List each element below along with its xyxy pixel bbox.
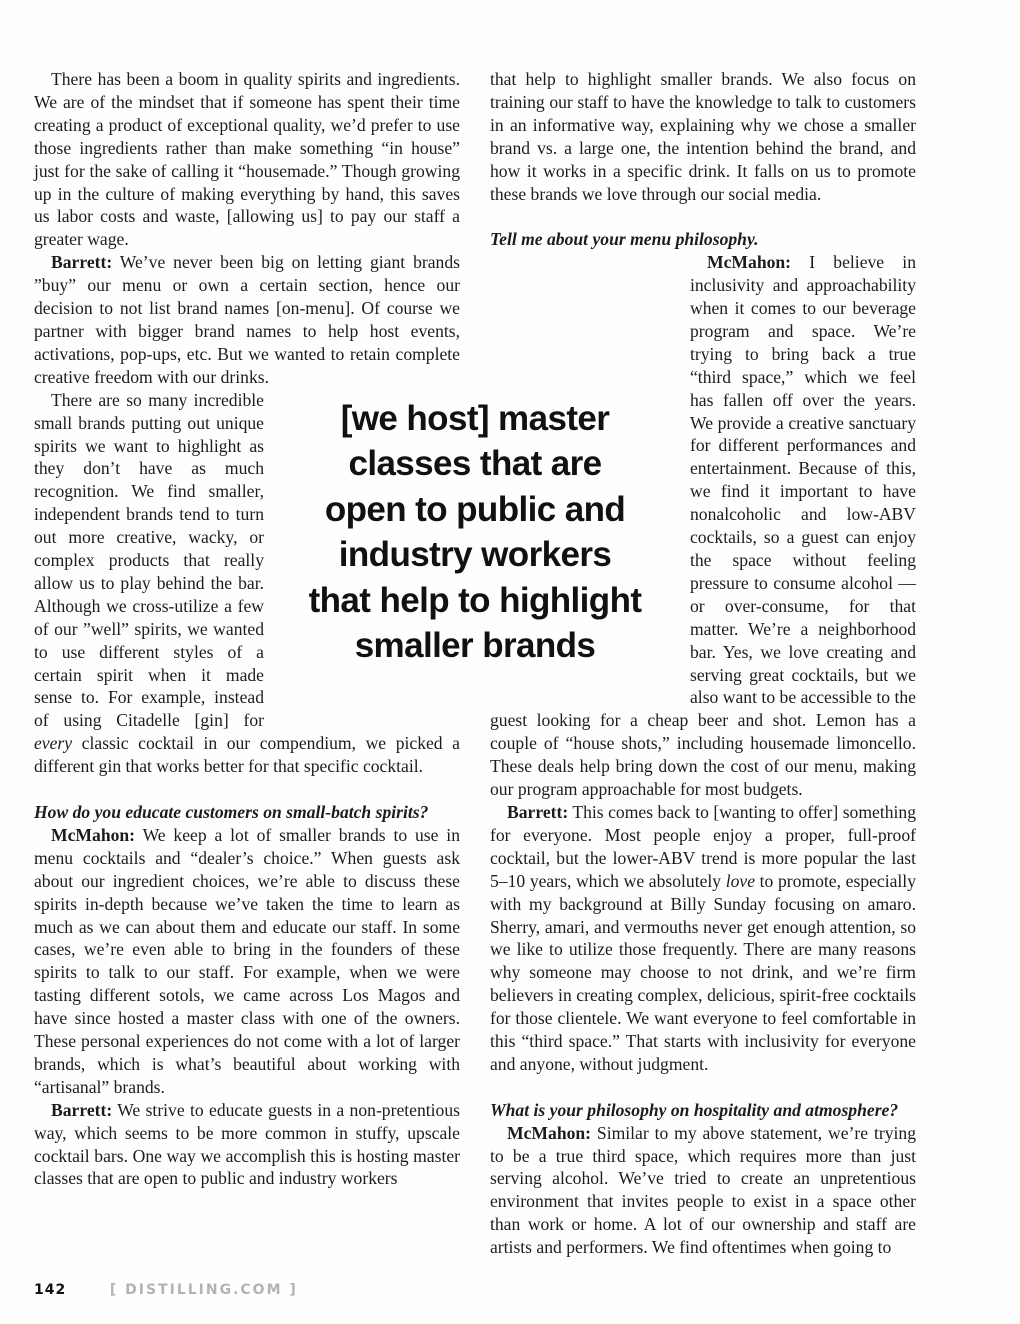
paragraph-text: We keep a lot of smaller brands to use in menu cocktails and “dealer’s choice.” When guests ask about our ingredient choices, we’re able to discuss these spirits in-depth because we’ve taken the time to learn as much as we can about them and educate our staff. In some cases, we’re even able to bring in the founders of these spirits to talk to our staff. For example, when we were tasting different sotols, we came across Los Magos and have since hosted a master class with one of the owners. These personal experiences do not come with a lot of larger brands, which is what’s beautiful about working with “artisanal” brands. bbox=[34, 824, 460, 1097]
speaker-name: Barrett: bbox=[51, 1099, 113, 1120]
paragraph bbox=[490, 1122, 916, 1259]
paragraph-text: There are so many incredible small brands putting out unique spirits we want to highlight as they don’t have as much recognition. We find smaller, independent brands tend to turn out more creative, wacky, or complex products that really allow us to play behind the bar. Although we cross-utilize a few of our ”well” spirits, we wanted to use different styles of a certain spirit when it made sense to. For example, instead of using Citadelle [gin] for bbox=[34, 389, 264, 731]
page-footer bbox=[34, 1282, 298, 1298]
pull-quote-line: open to public and bbox=[324, 489, 626, 529]
paragraph bbox=[490, 801, 916, 1076]
speaker-name: Barrett: bbox=[507, 801, 569, 822]
site-label: [ DISTILLING.COM ] bbox=[109, 1282, 298, 1298]
pull-quote bbox=[290, 396, 660, 668]
pull-quote-line: [we host] master bbox=[340, 399, 610, 438]
pull-quote-line: smaller brands bbox=[354, 626, 596, 666]
paragraph-text: We’ve never been big on letting giant brands ”buy” our menu or own a certain section, hence our decision to not list brand names [on-menu]. Of course we partner with bigger brand names to help host events, activations, pop-ups, etc. But we wanted to retain complete creative freedom with our drinks. bbox=[34, 252, 460, 387]
paragraph: that help to highlight smaller brands. We also focus on training our staff to have the knowledge to talk to customers in an informative way, explaining why we chose a smaller brand vs. a large one, the intention behind the brand, and how it works in a specific drink. It falls on us to promote these brands we love through our social media. bbox=[490, 69, 916, 204]
paragraph: There has been a boom in quality spirits and ingredients. We are of the mindset that if someone has spent their time creating a product of exceptional quality, we’d prefer to use those ingredients rather than make something “in house” just for the sake of calling it “housemade.” Though growing up in the culture of making everything by hand, this saves us labor costs and waste, [allowing us] to pay our staff a greater wage. bbox=[34, 69, 460, 250]
speaker-name: McMahon: bbox=[707, 252, 792, 273]
speaker-name: McMahon: bbox=[51, 824, 136, 845]
page-number: 142 bbox=[34, 1282, 67, 1298]
emphasis: every bbox=[34, 733, 73, 754]
speaker-name: Barrett: bbox=[51, 252, 113, 273]
speaker-name: McMahon: bbox=[507, 1122, 592, 1143]
emphasis: love bbox=[725, 870, 756, 891]
paragraph-text: I believe in inclusivity and approachability when it comes to our beverage program and space. We’re trying to bring back a true “third space,” which we feel has fallen off over the years. We provide a creative sanctuary for different performances and entertainment. Because of this, we find it important to have nonalcoholic and low-ABV cocktails, so a guest can enjoy the space without feeling pressure to consume alcohol — or over-consume, for that matter. We’re a neighborhood bar. Yes, we love creating and serving great cocktails, but we also want to be accessible to the guest looking for a cheap beer and shot. Lemon has a couple of “house shots,” including housemade limoncello. These deals help bring down the cost of our menu, making our program approachable for most budgets. bbox=[490, 252, 916, 800]
paragraph-text: to promote, especially with my background at Billy Sunday focusing on amaro. Sherry, amari, and vermouths never get enough attention, so we like to utilize those frequently. There are many reasons why someone may choose to not drink, and we’re firm believers in creating complex, delicious, spirit-free cocktails for those clientele. We want everyone to feel comfortable in this “third space.” That starts with inclusivity for everyone and anyone, without judgment. bbox=[490, 870, 916, 1074]
paragraph bbox=[34, 824, 460, 1099]
paragraph-text: We strive to educate guests in a non-pretentious way, which seems to be more common in stuffy, upscale cocktail bars. One way we accomplish this is hosting master classes that are open to public and industry workers bbox=[34, 1099, 460, 1189]
pull-quote-line: industry workers bbox=[338, 535, 612, 575]
pull-quote-line: classes that are bbox=[348, 444, 602, 484]
interview-question: What is your philosophy on hospitality and atmosphere? bbox=[490, 1099, 899, 1120]
paragraph-text: This comes back to [wanting to offer] something for everyone. Most people enjoy a proper, full-proof cocktail, but the lower-ABV trend is more popular the last 5–10 years, which we absolutely bbox=[490, 801, 916, 891]
paragraph-text: classic cocktail in our compendium, we picked a different gin that works better for that specific cocktail. bbox=[34, 733, 460, 777]
interview-question: How do you educate customers on small-batch spirits? bbox=[34, 801, 429, 822]
pull-quote-line: that help to highlight bbox=[308, 580, 642, 620]
paragraph bbox=[34, 1099, 460, 1191]
paragraph-text: Similar to my above statement, we’re trying to be a true third space, which requires more than just serving alcohol. We’ve tried to create an unpretentious environment that invites people to exist in a space other than work or home. A lot of our ownership and staff are artists and performers. We find oftentimes when going to bbox=[490, 1122, 916, 1258]
interview-question: Tell me about your menu philosophy. bbox=[490, 229, 759, 250]
